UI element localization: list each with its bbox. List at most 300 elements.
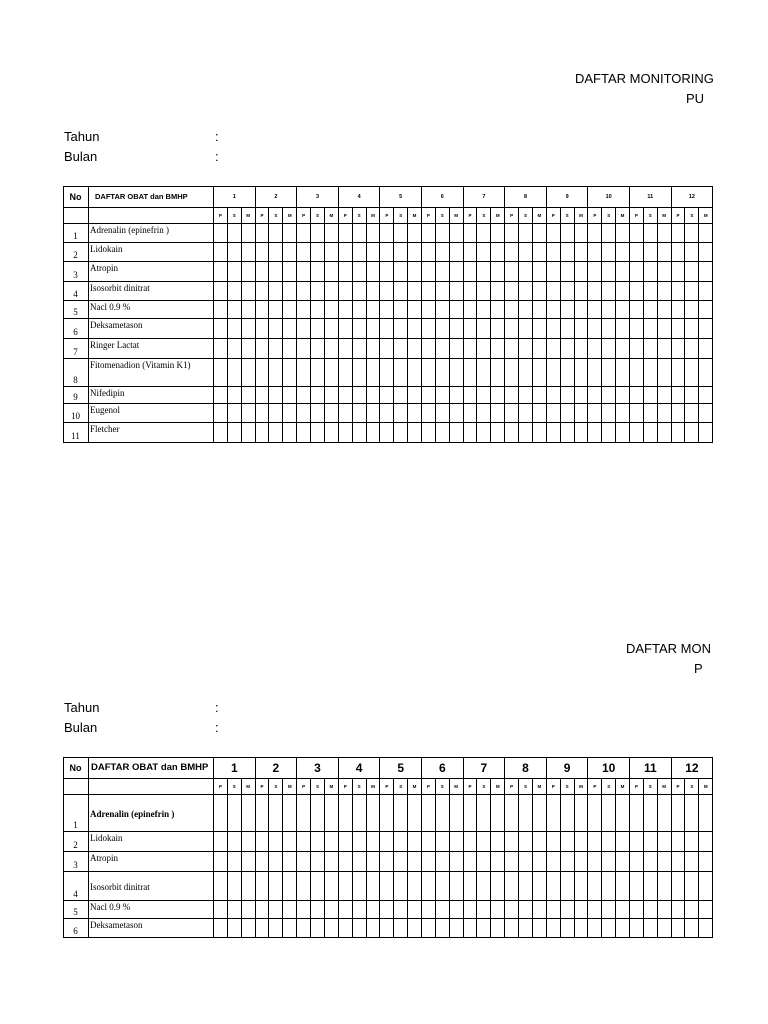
entry-cell <box>491 832 505 852</box>
entry-cell <box>699 872 713 901</box>
entry-cell <box>464 359 478 387</box>
entry-cell <box>380 832 394 852</box>
shift-header-m: M <box>242 779 256 795</box>
entry-cell <box>325 852 339 872</box>
entry-cell <box>588 243 602 262</box>
entry-cell <box>436 243 450 262</box>
entry-cell <box>353 262 367 282</box>
shift-header-m: M <box>242 208 256 224</box>
entry-cell <box>505 243 519 262</box>
shift-header-p: P <box>630 779 644 795</box>
entry-cell <box>297 852 311 872</box>
entry-cell <box>464 224 478 243</box>
entry-cell <box>242 852 256 872</box>
entry-cell <box>311 387 325 404</box>
entry-cell <box>630 319 644 339</box>
entry-cell <box>505 387 519 404</box>
entry-cell <box>297 901 311 919</box>
entry-cell <box>325 795 339 832</box>
entry-cell <box>477 404 491 423</box>
entry-cell <box>367 262 381 282</box>
entry-cell <box>380 423 394 443</box>
entry-cell <box>353 339 367 359</box>
entry-cell <box>658 872 672 901</box>
entry-cell <box>505 901 519 919</box>
entry-cell <box>630 359 644 387</box>
entry-cell <box>519 387 533 404</box>
entry-cell <box>256 243 270 262</box>
entry-cell <box>297 319 311 339</box>
entry-cell <box>450 795 464 832</box>
entry-cell <box>505 919 519 938</box>
entry-cell <box>491 872 505 901</box>
entry-cell <box>547 243 561 262</box>
entry-cell <box>616 243 630 262</box>
entry-cell <box>464 919 478 938</box>
entry-cell <box>547 872 561 901</box>
entry-cell <box>408 262 422 282</box>
entry-cell <box>588 852 602 872</box>
entry-cell <box>422 404 436 423</box>
entry-cell <box>519 872 533 901</box>
entry-cell <box>477 359 491 387</box>
entry-cell <box>685 262 699 282</box>
entry-cell <box>256 387 270 404</box>
entry-cell <box>477 301 491 319</box>
entry-cell <box>367 901 381 919</box>
entry-cell <box>464 243 478 262</box>
day-header-4: 4 <box>339 186 381 208</box>
entry-cell <box>394 852 408 872</box>
entry-cell <box>602 387 616 404</box>
entry-cell <box>269 339 283 359</box>
entry-cell <box>672 872 686 901</box>
entry-cell <box>644 319 658 339</box>
entry-cell <box>422 359 436 387</box>
row-number: 11 <box>63 423 89 443</box>
entry-cell <box>394 919 408 938</box>
sheet1-monitoring-table <box>63 186 713 443</box>
entry-cell <box>214 919 228 938</box>
entry-cell <box>450 872 464 901</box>
day-header-8: 8 <box>505 186 547 208</box>
shift-header-s: S <box>602 208 616 224</box>
entry-cell <box>380 852 394 872</box>
shift-header-s: S <box>228 779 242 795</box>
entry-cell <box>561 319 575 339</box>
entry-cell <box>408 872 422 901</box>
shift-header-m: M <box>450 779 464 795</box>
tahun-label: Tahun <box>64 129 100 144</box>
tahun-label: Tahun <box>64 700 100 715</box>
entry-cell <box>256 852 270 872</box>
entry-cell <box>672 224 686 243</box>
entry-cell <box>311 423 325 443</box>
entry-cell <box>616 404 630 423</box>
shift-header-p: P <box>464 208 478 224</box>
entry-cell <box>602 795 616 832</box>
entry-cell <box>367 339 381 359</box>
entry-cell <box>297 282 311 301</box>
entry-cell <box>394 224 408 243</box>
entry-cell <box>214 339 228 359</box>
entry-cell <box>353 832 367 852</box>
entry-cell <box>519 919 533 938</box>
entry-cell <box>630 301 644 319</box>
day-header-2: 2 <box>256 757 298 779</box>
row-number: 3 <box>63 852 89 872</box>
entry-cell <box>672 243 686 262</box>
entry-cell <box>408 832 422 852</box>
entry-cell <box>575 919 589 938</box>
entry-cell <box>450 224 464 243</box>
entry-cell <box>588 795 602 832</box>
entry-cell <box>547 282 561 301</box>
shift-header-p: P <box>380 208 394 224</box>
entry-cell <box>699 795 713 832</box>
entry-cell <box>269 795 283 832</box>
entry-cell <box>699 919 713 938</box>
entry-cell <box>283 319 297 339</box>
entry-cell <box>353 387 367 404</box>
entry-cell <box>422 224 436 243</box>
shift-header-p: P <box>339 779 353 795</box>
entry-cell <box>283 852 297 872</box>
entry-cell <box>519 852 533 872</box>
entry-cell <box>394 359 408 387</box>
entry-cell <box>672 404 686 423</box>
bulan-colon: : <box>215 149 219 164</box>
entry-cell <box>519 404 533 423</box>
entry-cell <box>575 243 589 262</box>
bulan-label: Bulan <box>64 149 98 164</box>
entry-cell <box>685 832 699 852</box>
entry-cell <box>214 404 228 423</box>
day-header-9: 9 <box>547 757 589 779</box>
entry-cell <box>699 852 713 872</box>
entry-cell <box>311 852 325 872</box>
entry-cell <box>505 262 519 282</box>
entry-cell <box>256 423 270 443</box>
entry-cell <box>658 404 672 423</box>
drug-name: Ringer Lactat <box>89 339 214 359</box>
shift-header-m: M <box>491 779 505 795</box>
entry-cell <box>533 243 547 262</box>
shift-header-p: P <box>256 779 270 795</box>
entry-cell <box>602 339 616 359</box>
entry-cell <box>214 301 228 319</box>
entry-cell <box>547 359 561 387</box>
entry-cell <box>561 359 575 387</box>
entry-cell <box>339 282 353 301</box>
entry-cell <box>269 832 283 852</box>
entry-cell <box>616 795 630 832</box>
entry-cell <box>533 319 547 339</box>
entry-cell <box>547 404 561 423</box>
shift-header-p: P <box>588 208 602 224</box>
entry-cell <box>450 919 464 938</box>
entry-cell <box>297 919 311 938</box>
entry-cell <box>602 423 616 443</box>
entry-cell <box>311 282 325 301</box>
entry-cell <box>339 404 353 423</box>
entry-cell <box>325 224 339 243</box>
entry-cell <box>228 359 242 387</box>
entry-cell <box>339 832 353 852</box>
entry-cell <box>533 795 547 832</box>
entry-cell <box>311 872 325 901</box>
entry-cell <box>325 901 339 919</box>
entry-cell <box>547 339 561 359</box>
entry-cell <box>394 832 408 852</box>
entry-cell <box>533 832 547 852</box>
entry-cell <box>339 872 353 901</box>
entry-cell <box>602 224 616 243</box>
entry-cell <box>477 795 491 832</box>
entry-cell <box>575 404 589 423</box>
row-number: 7 <box>63 339 89 359</box>
entry-cell <box>325 832 339 852</box>
entry-cell <box>436 795 450 832</box>
entry-cell <box>367 404 381 423</box>
entry-cell <box>588 387 602 404</box>
no-header: No <box>63 757 89 779</box>
entry-cell <box>214 319 228 339</box>
entry-cell <box>699 423 713 443</box>
drug-name: Atropin <box>89 852 214 872</box>
drug-name: Lidokain <box>89 832 214 852</box>
entry-cell <box>533 901 547 919</box>
entry-cell <box>408 901 422 919</box>
shift-header-s: S <box>561 208 575 224</box>
entry-cell <box>214 901 228 919</box>
entry-cell <box>256 339 270 359</box>
obat-header-blank <box>89 779 214 795</box>
entry-cell <box>602 919 616 938</box>
entry-cell <box>297 262 311 282</box>
entry-cell <box>325 301 339 319</box>
entry-cell <box>283 224 297 243</box>
entry-cell <box>353 282 367 301</box>
entry-cell <box>630 262 644 282</box>
entry-cell <box>269 301 283 319</box>
entry-cell <box>325 423 339 443</box>
entry-cell <box>672 319 686 339</box>
entry-cell <box>616 423 630 443</box>
entry-cell <box>436 319 450 339</box>
shift-header-s: S <box>477 779 491 795</box>
entry-cell <box>256 872 270 901</box>
entry-cell <box>325 387 339 404</box>
no-header-blank <box>63 779 89 795</box>
entry-cell <box>602 872 616 901</box>
entry-cell <box>297 387 311 404</box>
entry-cell <box>256 359 270 387</box>
entry-cell <box>658 262 672 282</box>
entry-cell <box>297 404 311 423</box>
entry-cell <box>616 832 630 852</box>
entry-cell <box>616 901 630 919</box>
entry-cell <box>228 339 242 359</box>
day-header-8: 8 <box>505 757 547 779</box>
entry-cell <box>228 919 242 938</box>
entry-cell <box>242 872 256 901</box>
entry-cell <box>658 423 672 443</box>
entry-cell <box>491 404 505 423</box>
entry-cell <box>519 423 533 443</box>
entry-cell <box>297 795 311 832</box>
shift-header-p: P <box>256 208 270 224</box>
entry-cell <box>380 224 394 243</box>
entry-cell <box>547 832 561 852</box>
entry-cell <box>367 243 381 262</box>
entry-cell <box>491 262 505 282</box>
entry-cell <box>699 901 713 919</box>
entry-cell <box>436 901 450 919</box>
entry-cell <box>644 282 658 301</box>
entry-cell <box>367 832 381 852</box>
shift-header-s: S <box>685 208 699 224</box>
entry-cell <box>491 359 505 387</box>
entry-cell <box>491 339 505 359</box>
entry-cell <box>533 423 547 443</box>
entry-cell <box>588 282 602 301</box>
entry-cell <box>269 243 283 262</box>
entry-cell <box>242 795 256 832</box>
entry-cell <box>491 243 505 262</box>
shift-header-p: P <box>505 208 519 224</box>
shift-header-p: P <box>214 208 228 224</box>
entry-cell <box>630 832 644 852</box>
entry-cell <box>325 243 339 262</box>
entry-cell <box>408 359 422 387</box>
entry-cell <box>242 319 256 339</box>
entry-cell <box>519 262 533 282</box>
entry-cell <box>228 262 242 282</box>
entry-cell <box>394 872 408 901</box>
entry-cell <box>519 282 533 301</box>
entry-cell <box>269 901 283 919</box>
shift-header-s: S <box>228 208 242 224</box>
entry-cell <box>699 301 713 319</box>
entry-cell <box>505 282 519 301</box>
shift-header-s: S <box>269 779 283 795</box>
entry-cell <box>283 872 297 901</box>
entry-cell <box>422 901 436 919</box>
entry-cell <box>561 901 575 919</box>
entry-cell <box>242 919 256 938</box>
day-header-6: 6 <box>422 186 464 208</box>
entry-cell <box>436 282 450 301</box>
entry-cell <box>658 319 672 339</box>
row-number: 5 <box>63 301 89 319</box>
entry-cell <box>311 359 325 387</box>
entry-cell <box>214 832 228 852</box>
entry-cell <box>339 901 353 919</box>
entry-cell <box>353 423 367 443</box>
shift-header-p: P <box>547 779 561 795</box>
entry-cell <box>505 795 519 832</box>
entry-cell <box>699 387 713 404</box>
entry-cell <box>436 262 450 282</box>
entry-cell <box>644 795 658 832</box>
day-header-9: 9 <box>547 186 589 208</box>
entry-cell <box>658 339 672 359</box>
shift-header-s: S <box>353 208 367 224</box>
entry-cell <box>616 919 630 938</box>
entry-cell <box>658 901 672 919</box>
entry-cell <box>616 387 630 404</box>
shift-header-m: M <box>325 208 339 224</box>
row-number: 5 <box>63 901 89 919</box>
entry-cell <box>644 359 658 387</box>
entry-cell <box>256 901 270 919</box>
entry-cell <box>353 224 367 243</box>
entry-cell <box>436 224 450 243</box>
entry-cell <box>602 319 616 339</box>
entry-cell <box>353 919 367 938</box>
entry-cell <box>297 224 311 243</box>
entry-cell <box>394 795 408 832</box>
entry-cell <box>644 872 658 901</box>
day-header-2: 2 <box>256 186 298 208</box>
entry-cell <box>214 795 228 832</box>
shift-header-m: M <box>699 208 713 224</box>
entry-cell <box>561 339 575 359</box>
entry-cell <box>256 301 270 319</box>
entry-cell <box>672 852 686 872</box>
entry-cell <box>450 832 464 852</box>
entry-cell <box>450 359 464 387</box>
entry-cell <box>367 282 381 301</box>
day-header-12: 12 <box>672 186 714 208</box>
entry-cell <box>491 795 505 832</box>
entry-cell <box>464 301 478 319</box>
entry-cell <box>616 262 630 282</box>
entry-cell <box>505 852 519 872</box>
entry-cell <box>464 262 478 282</box>
sheet1-title: DAFTAR MONITORING <box>575 71 714 86</box>
entry-cell <box>477 339 491 359</box>
entry-cell <box>561 404 575 423</box>
entry-cell <box>283 262 297 282</box>
entry-cell <box>242 243 256 262</box>
entry-cell <box>477 919 491 938</box>
entry-cell <box>630 901 644 919</box>
entry-cell <box>561 872 575 901</box>
shift-header-s: S <box>394 208 408 224</box>
entry-cell <box>380 319 394 339</box>
entry-cell <box>672 832 686 852</box>
entry-cell <box>561 224 575 243</box>
day-header-1: 1 <box>214 757 256 779</box>
entry-cell <box>519 319 533 339</box>
entry-cell <box>422 387 436 404</box>
entry-cell <box>547 387 561 404</box>
entry-cell <box>658 387 672 404</box>
entry-cell <box>269 282 283 301</box>
entry-cell <box>561 243 575 262</box>
entry-cell <box>464 404 478 423</box>
entry-cell <box>575 852 589 872</box>
entry-cell <box>685 339 699 359</box>
entry-cell <box>228 872 242 901</box>
entry-cell <box>214 262 228 282</box>
obat-header-blank <box>89 208 214 224</box>
entry-cell <box>353 901 367 919</box>
entry-cell <box>644 919 658 938</box>
entry-cell <box>588 262 602 282</box>
